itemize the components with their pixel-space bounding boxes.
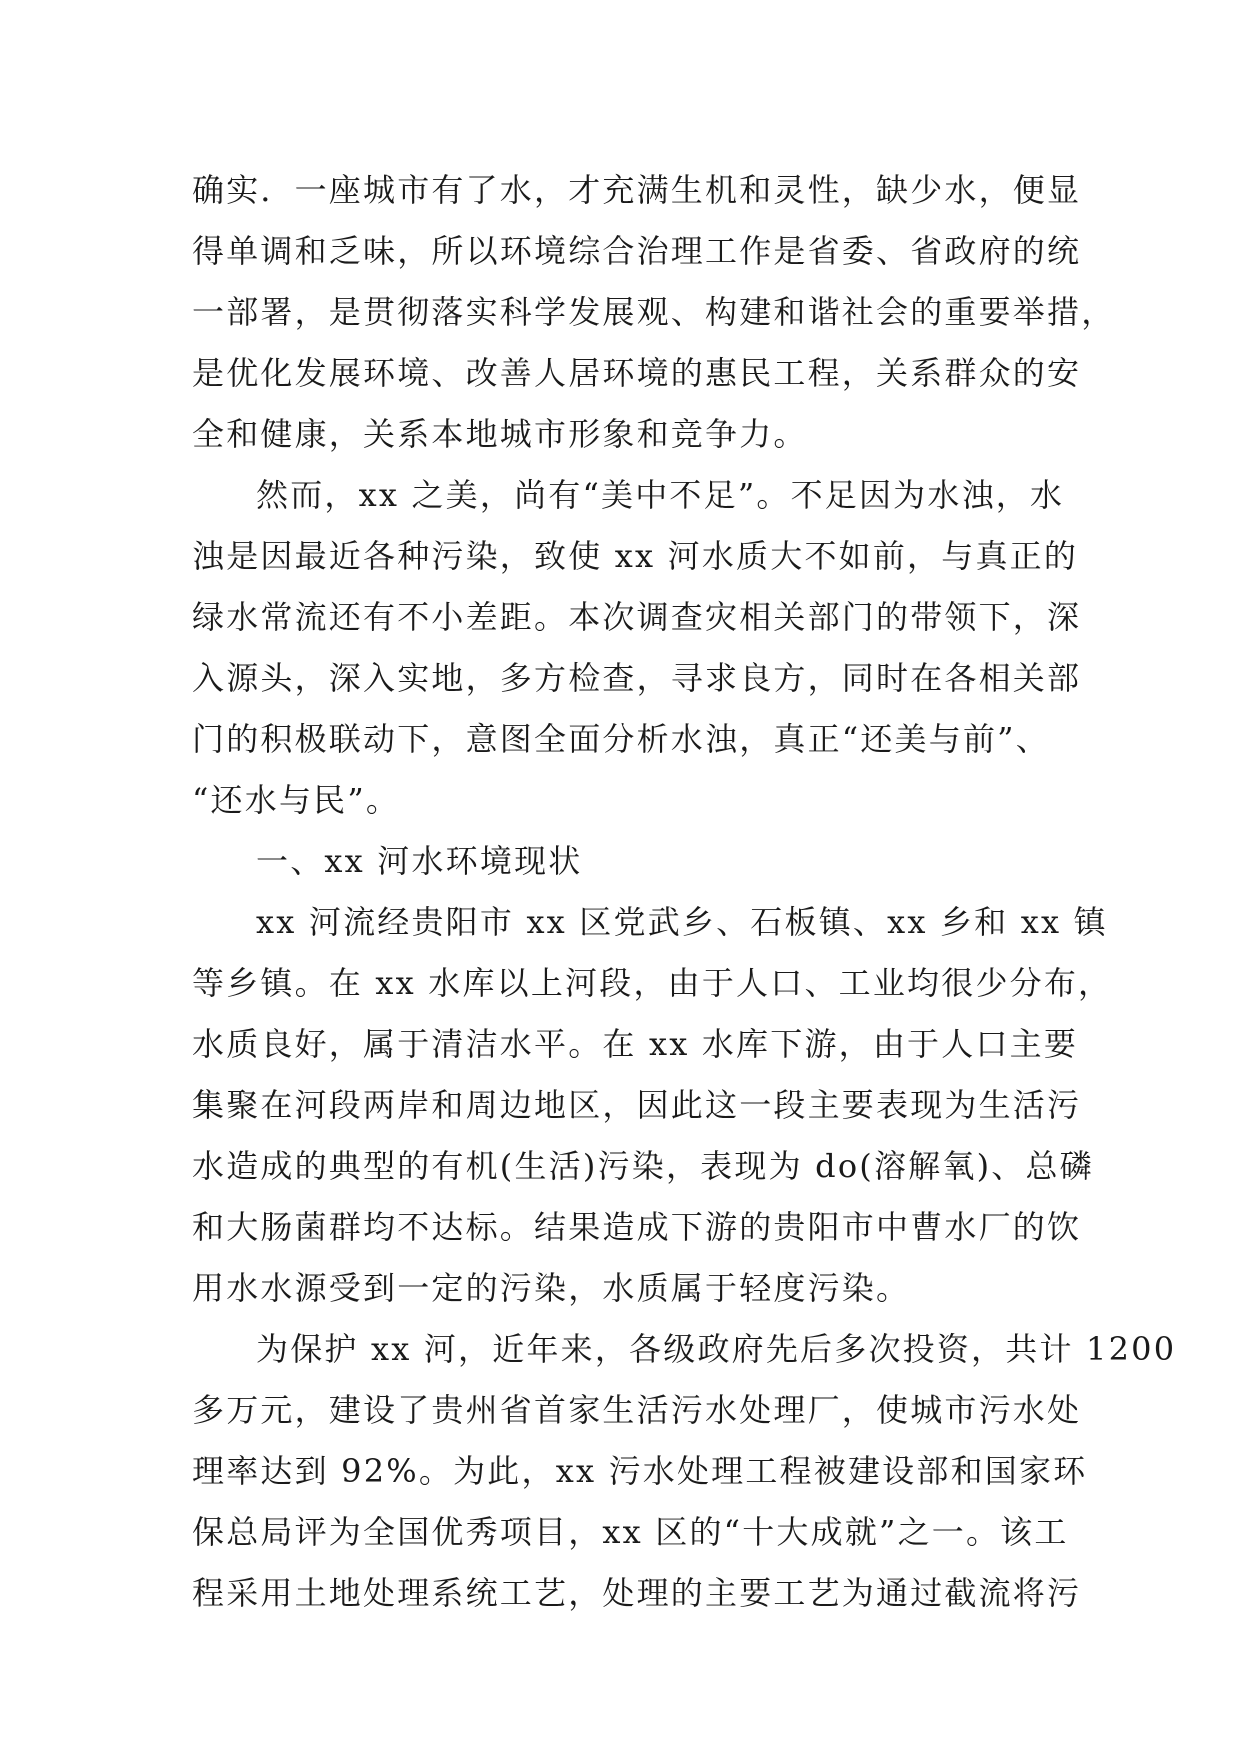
text-line: 保总局评为全国优秀项目，xx 区的“十大成就”之一。该工 [192,1513,1069,1551]
paragraph-2 [192,465,1082,831]
section-heading [192,831,1048,892]
text-line: 多万元，建设了贵州省首家生活污水处理厂，使城市污水处 [192,1391,1082,1429]
paragraph-4 [192,1319,1177,1624]
text-line: 理率达到 92%。为此，xx 污水处理工程被建设部和国家环 [192,1452,1088,1490]
text-line: 全和健康，关系本地城市形象和竞争力。 [192,415,808,453]
text-line: 等乡镇。在 xx 水库以上河段，由于人口、工业均很少分布， [192,964,1113,1002]
text-line: 是优化发展环境、改善人居环境的惠民工程，关系群众的安 [192,354,1082,392]
text-line: 水造成的典型的有机(生活)污染，表现为 do(溶解氧)、总磷 [192,1147,1094,1185]
section-heading-text: 一、xx 河水环境现状 [256,842,583,880]
text-line: 程采用土地处理系统工艺，处理的主要工艺为通过截流将污 [192,1574,1082,1612]
text-line: xx 河流经贵阳市 xx 区党武乡、石板镇、xx 乡和 xx 镇 [256,903,1108,941]
paragraph-1 [192,160,1116,465]
text-line: 然而，xx 之美，尚有“美中不足”。不足因为水浊，水 [256,476,1065,514]
text-line: 一部署，是贯彻落实科学发展观、构建和谐社会的重要举措， [192,293,1116,331]
text-line: 和大肠菌群均不达标。结果造成下游的贵阳市中曹水厂的饮 [192,1208,1082,1246]
text-line: 用水水源受到一定的污染，水质属于轻度污染。 [192,1269,911,1307]
text-line: 为保护 xx 河，近年来，各级政府先后多次投资，共计 1200 [256,1330,1177,1368]
text-line: 确实．一座城市有了水，才充满生机和灵性，缺少水，便显 [192,171,1082,209]
text-line: 门的积极联动下，意图全面分析水浊，真正“还美与前”、 [192,720,1050,758]
text-line: 浊是因最近各种污染，致使 xx 河水质大不如前，与真正的 [192,537,1079,575]
text-line: 得单调和乏味，所以环境综合治理工作是省委、省政府的统 [192,232,1082,270]
text-line: 水质良好，属于清洁水平。在 xx 水库下游，由于人口主要 [192,1025,1079,1063]
text-line: 绿水常流还有不小差距。本次调查灾相关部门的带领下，深 [192,598,1082,636]
text-line: “还水与民”。 [192,781,401,819]
text-line: 入源头，深入实地，多方检查，寻求良方，同时在各相关部 [192,659,1082,697]
body-text [192,160,1177,1624]
paragraph-3 [192,892,1113,1319]
text-line: 集聚在河段两岸和周边地区，因此这一段主要表现为生活污 [192,1086,1082,1124]
